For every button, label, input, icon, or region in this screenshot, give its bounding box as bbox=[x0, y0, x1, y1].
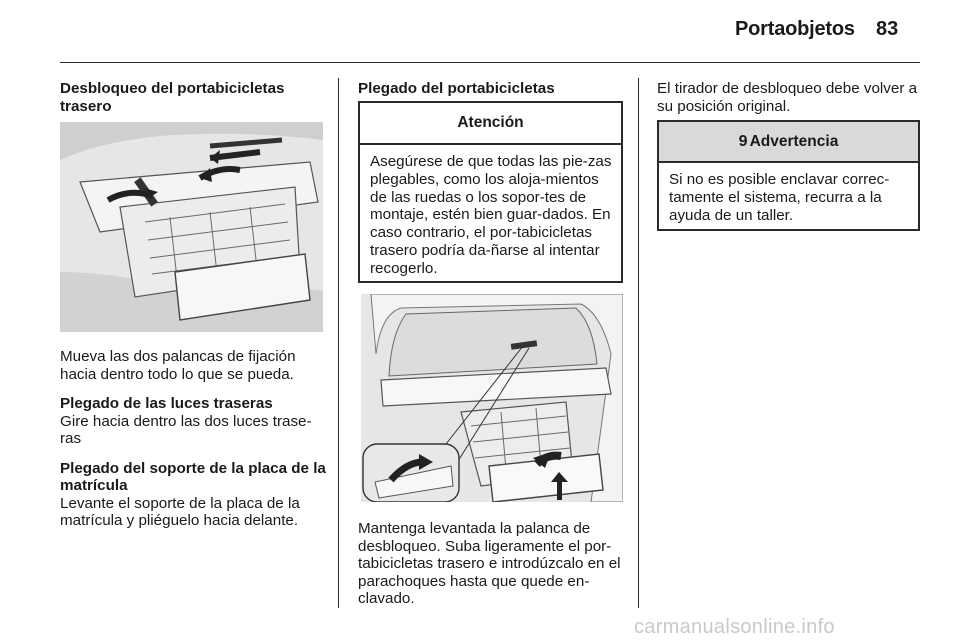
bike-carrier-retract-illustration-icon bbox=[361, 294, 623, 502]
warning-box bbox=[657, 120, 920, 231]
column-divider-2 bbox=[638, 78, 639, 608]
page-number: 83 bbox=[876, 18, 899, 40]
attention-box bbox=[358, 101, 623, 283]
section-heading-tail-lights: Plegado de las luces traseras bbox=[60, 395, 273, 412]
header-rule bbox=[60, 62, 920, 63]
bike-carrier-unlock-illustration-icon bbox=[60, 122, 323, 332]
column-1 bbox=[60, 80, 326, 115]
attention-text: Asegúrese de que todas las pie-zas plegables, como los aloja-mientos de las ruedas o los sopor-tes de montaje, estén bien guar-dados. En caso contrario, el por-tabicicletas trasero podría da-ñarse al intentar recogerlo. bbox=[370, 153, 612, 277]
paragraph-unlock-levers: Mueva las dos palancas de fijación hacia dentro todo lo que se pueda. bbox=[60, 348, 296, 383]
figure-retract-carrier bbox=[361, 294, 623, 502]
section-heading-plate-holder: Plegado del soporte de la placa de la matrícula bbox=[60, 459, 326, 494]
paragraph-release-handle: El tirador de desbloqueo debe volver a su posición original. bbox=[657, 80, 918, 115]
attention-title: Atención bbox=[360, 103, 621, 145]
paragraph-tail-lights: Gire hacia dentro las dos luces trase-ras bbox=[60, 412, 312, 447]
watermark: carmanualsonline.info bbox=[634, 616, 835, 638]
section-heading-unlock: Desbloqueo del portabicicletas trasero bbox=[60, 80, 285, 115]
column-2-heading bbox=[358, 80, 624, 98]
column-3-text bbox=[657, 80, 919, 115]
page-title: Portaobjetos bbox=[735, 18, 855, 40]
paragraph-plate-holder: Levante el soporte de la placa de la matrícula y pliéguelo hacia delante. bbox=[60, 494, 300, 529]
column-divider-1 bbox=[338, 78, 339, 608]
column-1-text bbox=[60, 348, 326, 530]
section-heading-fold-carrier: Plegado del portabicicletas bbox=[358, 80, 555, 97]
warning-text: Si no es posible enclavar correc-tamente el sistema, recurra a la ayuda de un taller. bbox=[669, 171, 890, 224]
paragraph-retract-carrier: Mantenga levantada la palanca de desbloqueo. Suba ligeramente el por-tabicicletas trasero e introdúzcalo en el parachoques hasta que quede en-clavado. bbox=[358, 520, 621, 607]
warning-title: Advertencia bbox=[749, 132, 839, 150]
warning-triangle-icon: 9 bbox=[738, 132, 748, 150]
warning-header bbox=[659, 122, 918, 163]
column-2-text bbox=[358, 520, 624, 608]
figure-unlock-levers bbox=[60, 122, 323, 332]
